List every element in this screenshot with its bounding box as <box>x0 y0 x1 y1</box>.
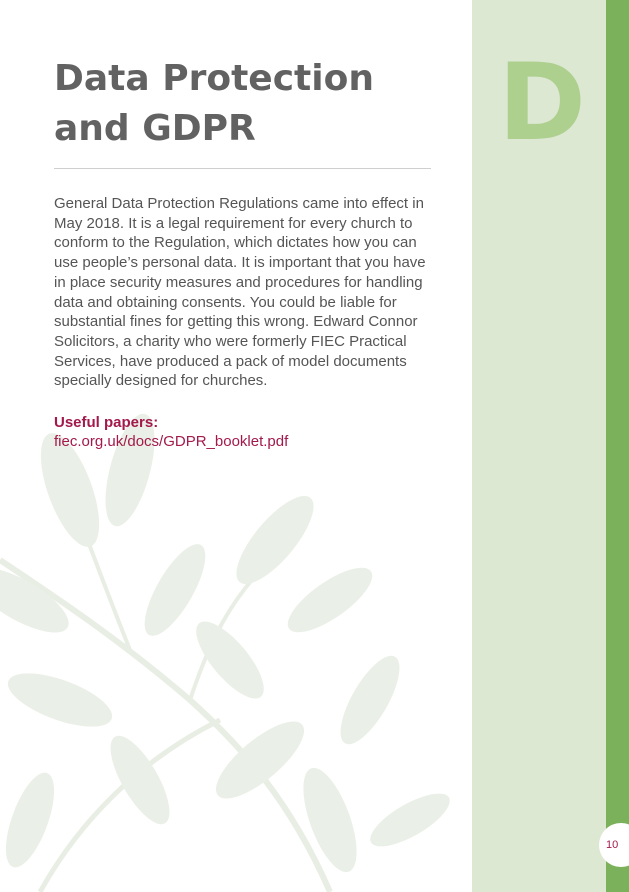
page-number: 10 <box>606 839 619 851</box>
section-letter: D <box>498 41 586 164</box>
gdpr-booklet-link[interactable]: fiec.org.uk/docs/GDPR_booklet.pdf <box>54 433 289 450</box>
useful-papers-label: Useful papers: <box>54 414 159 431</box>
side-stripe <box>606 0 629 892</box>
title-line-1: Data Protection <box>54 58 374 99</box>
title-divider <box>54 168 431 169</box>
title-line-2: and GDPR <box>54 108 256 149</box>
body-paragraph: General Data Protection Regulations came into effect in May 2018. It is a legal requirement for every church to conform to the Regulation, which dictates how you can use people’s personal data. It is important that you have in place security measures and procedures for handling data and obtaining consents. You could be liable for substantial fines for getting this wrong. Edward Connor Solicitors, a charity who were formerly FIEC Practical Services, have produced a pack of model documents specially designed for churches. <box>54 195 426 390</box>
page-title <box>54 54 454 154</box>
